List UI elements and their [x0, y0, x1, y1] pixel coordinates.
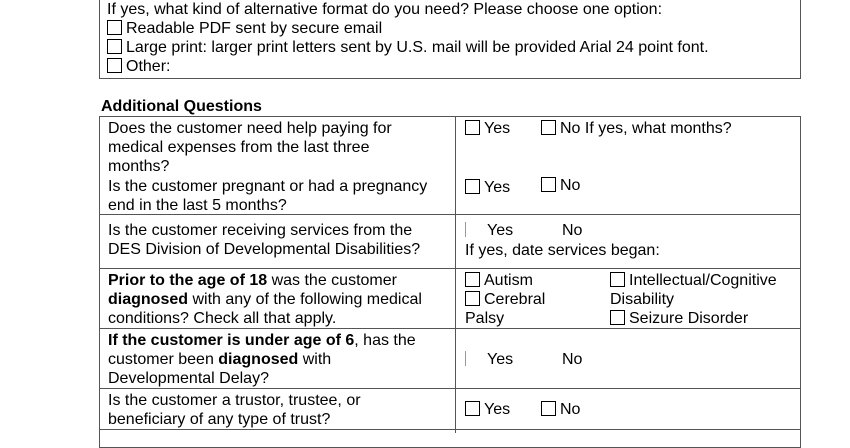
- q3-text: Is the customer receiving services from the DES Division of Developmental Disabilities?: [108, 222, 421, 258]
- seizure-checkbox[interactable]: [610, 310, 625, 325]
- q4-palsy: Palsy: [465, 310, 505, 327]
- q3-followup: If yes, date services began:: [465, 242, 660, 259]
- q6-no: No: [541, 400, 580, 419]
- q1-yes: Yes: [465, 119, 510, 138]
- q1-text: Does the customer need help paying for medical expenses from the last three months?: [108, 120, 392, 175]
- q3-yes[interactable]: Yes: [487, 222, 514, 239]
- q1-no: No If yes, what months?: [541, 119, 732, 138]
- alt-format-option-other: Other:: [107, 57, 170, 76]
- q3-no[interactable]: No: [562, 222, 583, 239]
- q2-yes-checkbox[interactable]: [465, 179, 480, 194]
- q5-yes[interactable]: Yes: [487, 351, 514, 368]
- q4-intellectual: Intellectual/Cognitive: [610, 271, 777, 290]
- q1-no-checkbox[interactable]: [541, 120, 556, 135]
- q4-disability: Disability: [610, 291, 675, 308]
- row-divider-3: [99, 328, 800, 329]
- q6-yes-checkbox[interactable]: [465, 401, 480, 416]
- alt-format-option-pdf: Readable PDF sent by secure email: [107, 19, 382, 38]
- q1-yes-checkbox[interactable]: [465, 120, 480, 135]
- autism-checkbox[interactable]: [465, 272, 480, 287]
- q6-no-checkbox[interactable]: [541, 401, 556, 416]
- row-divider-2: [99, 268, 800, 269]
- q5-text: If the customer is under age of 6, has the customer been diagnosed with Developmental Delay?: [108, 332, 416, 387]
- q3-field-marker[interactable]: [465, 222, 466, 237]
- q4-autism: Autism: [465, 271, 533, 290]
- large-print-checkbox[interactable]: [107, 39, 122, 54]
- q5-no[interactable]: No: [562, 351, 583, 368]
- row-divider-5: [99, 429, 800, 430]
- row-divider-4: [99, 388, 800, 389]
- q4-seizure: Seizure Disorder: [610, 309, 748, 328]
- intellectual-checkbox[interactable]: [610, 272, 625, 287]
- q6-yes: Yes: [465, 400, 510, 419]
- q4-text: Prior to the age of 18 was the customer diagnosed with any of the following medical conditions? Check all that apply.: [108, 272, 422, 327]
- q4-cerebral: Cerebral: [465, 290, 545, 309]
- q2-yes: Yes: [465, 178, 510, 197]
- pdf-checkbox[interactable]: [107, 20, 122, 35]
- q2-text: Is the customer pregnant or had a pregnancy end in the last 5 months?: [108, 178, 428, 214]
- q2-no-checkbox[interactable]: [541, 177, 556, 192]
- q2-no: No: [541, 176, 580, 195]
- column-divider: [455, 116, 456, 433]
- alt-format-question: If yes, what kind of alternative format do you need? Please choose one option:: [107, 1, 663, 18]
- q6-text: Is the customer a trustor, trustee, or beneficiary of any type of trust?: [108, 392, 361, 428]
- alt-format-option-large-print: Large print: larger print letters sent by U.S. mail will be provided Arial 24 point font.: [107, 38, 709, 57]
- other-checkbox[interactable]: [107, 58, 122, 73]
- q5-field-marker[interactable]: [465, 351, 466, 366]
- section-heading: Additional Questions: [101, 98, 262, 115]
- cerebral-palsy-checkbox[interactable]: [465, 291, 480, 306]
